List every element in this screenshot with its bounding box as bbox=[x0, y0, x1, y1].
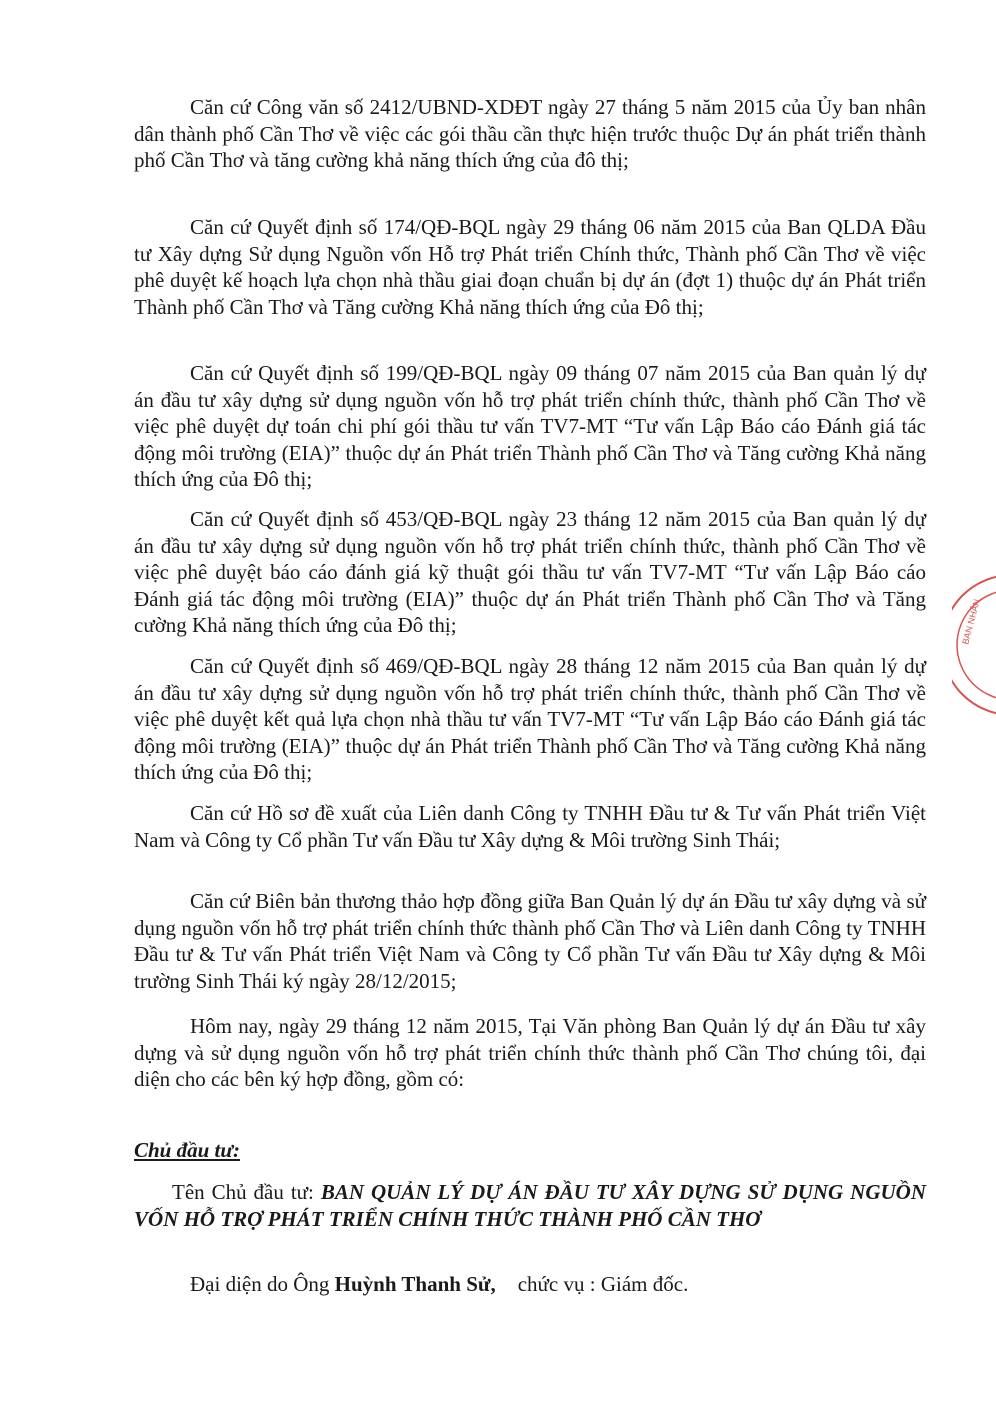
paragraph-text: Căn cứ Hồ sơ đề xuất của Liên danh Công ty TNHH Đầu tư & Tư vấn Phát triển Việt Nam và Công ty Cổ phần Tư vấn Đầu tư Xây dựng & Môi trường Sinh Thái; bbox=[134, 801, 926, 852]
representative-prefix: Đại diện do Ông bbox=[190, 1272, 335, 1296]
paragraph-cong-van-2412 bbox=[134, 94, 926, 174]
paragraph-quyet-dinh-453 bbox=[134, 506, 926, 639]
owner-heading: Chủ đầu tư: bbox=[134, 1138, 240, 1162]
owner-name-label: Tên Chủ đầu tư: bbox=[172, 1180, 321, 1204]
representative-name: Huỳnh Thanh Sử, bbox=[334, 1272, 496, 1296]
owner-name-value: BAN QUẢN LÝ DỰ ÁN ĐẦU TƯ XÂY DỰNG SỬ DỤNG NGUỒN VỐN HỖ TRỢ PHÁT TRIỂN CHÍNH THỨC THÀNH PHỐ CẦN THƠ bbox=[134, 1180, 926, 1231]
paragraph-quyet-dinh-174 bbox=[134, 214, 926, 320]
owner-name-line bbox=[134, 1179, 926, 1232]
representative-position: chức vụ : Giám đốc. bbox=[517, 1272, 689, 1296]
paragraph-text: Căn cứ Quyết định số 453/QĐ-BQL ngày 23 tháng 12 năm 2015 của Ban quản lý dự án đầu tư xây dựng sử dụng nguồn vốn hỗ trợ phát triển chính thức, thành phố Cần Thơ về việc phê duyệt báo cáo đánh giá kỹ thuật gói thầu tư vấn TV7-MT “Tư vấn Lập Báo cáo Đánh giá tác động môi trường (EIA)” thuộc dự án Phát triển Thành phố Cần Thơ và Tăng cường Khả năng thích ứng của Đô thị; bbox=[134, 507, 926, 637]
paragraph-bien-ban-thuong-thao bbox=[134, 888, 926, 994]
paragraph-quyet-dinh-469 bbox=[134, 653, 926, 786]
stamp-icon bbox=[952, 570, 996, 720]
stamp-text: BAN NHÂN bbox=[960, 597, 982, 646]
paragraph-ho-so-de-xuat bbox=[134, 800, 926, 853]
representative-line bbox=[190, 1271, 688, 1298]
red-stamp-fragment bbox=[952, 570, 996, 720]
paragraph-text: Căn cứ Quyết định số 469/QĐ-BQL ngày 28 tháng 12 năm 2015 của Ban quản lý dự án đầu tư xây dựng sử dụng nguồn vốn hỗ trợ phát triển chính thức, thành phố Cần Thơ về việc phê duyệt kết quả lựa chọn nhà thầu tư vấn TV7-MT “Tư vấn Lập Báo cáo Đánh giá tác động môi trường (EIA)” thuộc dự án Phát triển Thành phố Cần Thơ và Tăng cường Khả năng thích ứng của Đô thị; bbox=[134, 654, 926, 784]
paragraph-text: Căn cứ Công văn số 2412/UBND-XDĐT ngày 27 tháng 5 năm 2015 của Ủy ban nhân dân thành phố Cần Thơ về việc các gói thầu cần thực hiện trước thuộc Dự án phát triển thành phố Cần Thơ và tăng cường khả năng thích ứng của đô thị; bbox=[134, 95, 926, 172]
paragraph-text: Căn cứ Quyết định số 174/QĐ-BQL ngày 29 tháng 06 năm 2015 của Ban QLDA Đầu tư Xây dựng Sử dụng Nguồn vốn Hỗ trợ Phát triển Chính thức, Thành phố Cần Thơ về việc phê duyệt kế hoạch lựa chọn nhà thầu giai đoạn chuẩn bị dự án (đợt 1) thuộc dự án Phát triển Thành phố Cần Thơ và Tăng cường Khả năng thích ứng của Đô thị; bbox=[134, 215, 926, 319]
paragraph-text: Căn cứ Biên bản thương thảo hợp đồng giữa Ban Quản lý dự án Đầu tư xây dựng và sử dụng nguồn vốn hỗ trợ phát triển chính thức thành phố Cần Thơ và Liên danh Công ty TNHH Đầu tư & Tư vấn Phát triển Việt Nam và Công ty Cổ phần Tư vấn Đầu tư Xây dựng & Môi trường Sinh Thái ký ngày 28/12/2015; bbox=[134, 889, 926, 993]
paragraph-quyet-dinh-199 bbox=[134, 360, 926, 493]
paragraph-text: Hôm nay, ngày 29 tháng 12 năm 2015, Tại Văn phòng Ban Quản lý dự án Đầu tư xây dựng và sử dụng nguồn vốn hỗ trợ phát triển chính thức thành phố Cần Thơ chúng tôi, đại diện cho các bên ký hợp đồng, gồm có: bbox=[134, 1014, 926, 1091]
paragraph-hom-nay bbox=[134, 1013, 926, 1093]
paragraph-text: Căn cứ Quyết định số 199/QĐ-BQL ngày 09 tháng 07 năm 2015 của Ban quản lý dự án đầu tư xây dựng sử dụng nguồn vốn hỗ trợ phát triển chính thức, thành phố Cần Thơ về việc phê duyệt dự toán chi phí gói thầu tư vấn TV7-MT “Tư vấn Lập Báo cáo Đánh giá tác động môi trường (EIA)” thuộc dự án Phát triển Thành phố Cần Thơ và Tăng cường Khả năng thích ứng của Đô thị; bbox=[134, 361, 926, 491]
